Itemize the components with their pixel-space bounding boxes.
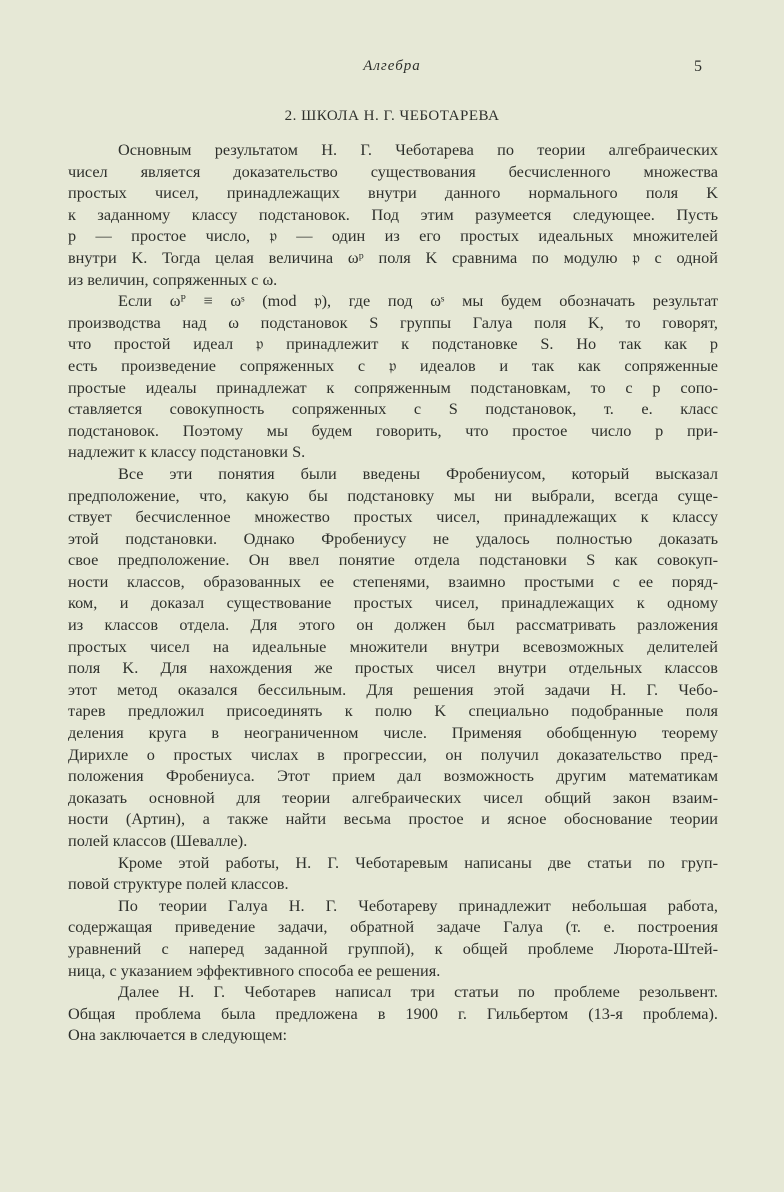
text-line: чисел является доказательство существования бесчисленного множества [68, 161, 718, 181]
text-line: Далее Н. Г. Чеботарев написал три статьи по проблеме резольвент. [118, 982, 718, 1002]
text-line: Все эти понятия были введены Фробениусом, который высказал [118, 463, 718, 483]
text-line: содержащая приведение задачи, обратной задаче Галуа (т. е. построения [68, 917, 718, 937]
text-line: повой структуре полей классов. [68, 874, 289, 894]
text-line: надлежит к классу подстановки S. [68, 442, 306, 462]
text-line: предположение, что, какую бы подстановку мы ни выбрали, всегда суще- [68, 485, 718, 505]
paragraph [68, 139, 718, 290]
text-line: уравнений с наперед заданной группой), к общей проблеме Люрота-Штей- [68, 938, 718, 958]
text-line: простых чисел на идеальные множители внутри всевозможных делителей [68, 636, 718, 656]
text-line: ком, и доказал существование простых чисел, принадлежащих к одному [68, 593, 718, 613]
text-line: Кроме этой работы, Н. Г. Чеботаревым написаны две статьи по груп- [118, 852, 718, 872]
text-line: ствует бесчисленное множество простых чисел, принадлежащих к классу [68, 507, 718, 527]
text-line: из величин, сопряженных с ω. [68, 269, 278, 289]
paragraph [68, 290, 718, 463]
running-head: Алгебра [363, 58, 421, 74]
paragraph [68, 895, 718, 981]
text-line: ница, с указанием эффективного способа ее решения. [68, 960, 441, 980]
section-heading: 2. ШКОЛА Н. Г. ЧЕБОТАРЕВА [284, 108, 500, 124]
text-line: внутри K. Тогда целая величина ωᵖ поля K сравнима по модулю 𝔭 с одной [68, 247, 718, 267]
text-line: производства над ω подстановок S группы Галуа поля K, то говорят, [68, 312, 718, 332]
text-line: полей классов (Шевалле). [68, 831, 248, 850]
text-line: Дирихле о простых числах в прогрессии, он получил доказательство пред- [68, 744, 718, 764]
paragraph [68, 463, 718, 852]
text-line: Если ωᴾ ≡ ωˢ (mod 𝔭), где под ωˢ мы будем обозначать результат [118, 291, 718, 311]
text-line: ставляется совокупность сопряженных с S подстановок, т. е. класс [68, 399, 718, 419]
text-line: Общая проблема была предложена в 1900 г. Гильбертом (13-я проблема). [68, 1003, 718, 1023]
text-line: ности (Артин), а также найти весьма простое и ясное обоснование теории [68, 809, 718, 829]
text-line: тарев предложил присоединять к полю K специально подобранные поля [68, 701, 718, 721]
text-line: ности классов, образованных ее степенями, взаимно простыми с ее поряд- [68, 571, 718, 591]
text-line: По теории Галуа Н. Г. Чеботареву принадлежит небольшая работа, [118, 895, 718, 915]
page-number: 5 [694, 58, 702, 75]
text-line: поля K. Для нахождения же простых чисел внутри отдельных классов [68, 658, 718, 678]
text-line: простых чисел, принадлежащих внутри данного нормального поля K [68, 183, 718, 203]
text-line: p — простое число, 𝔭 — один из его простых идеальных множителей [68, 226, 718, 246]
text-line: из классов отдела. Для этого он должен был рассматривать разложения [68, 615, 718, 635]
text-line: доказать основной для теории алгебраических чисел общий закон взаим- [68, 787, 718, 807]
text-line: подстановок. Поэтому мы будем говорить, что простое число p при- [68, 420, 718, 440]
text-line: этой подстановки. Однако Фробениусу не удалось полностью доказать [68, 528, 718, 548]
text-line: Она заключается в следующем: [68, 1025, 288, 1045]
text-line: Основным результатом Н. Г. Чеботарева по теории алгебраических [118, 140, 718, 159]
paragraph [68, 981, 718, 1046]
text-line: этот метод оказался бессильным. Для решения этой задачи Н. Г. Чебо- [68, 679, 718, 699]
text-line: что простой идеал 𝔭 принадлежит к подстановке S. Но так как p [68, 334, 718, 354]
body-text [68, 139, 718, 1046]
text-line: положения Фробениуса. Этот прием дал возможность другим математикам [68, 766, 718, 786]
text-line: свое предположение. Он ввел понятие отдела подстановки S как совокуп- [68, 550, 718, 570]
text-line: есть произведение сопряженных с 𝔭 идеалов и так как сопряженные [68, 355, 718, 375]
paragraph [68, 852, 718, 895]
text-line: к заданному классу подстановок. Под этим разумеется следующее. Пусть [68, 204, 718, 224]
text-line: простые идеалы принадлежат к сопряженным подстановкам, то с p сопо- [68, 377, 718, 397]
text-line: деления круга в неограниченном числе. Применяя обобщенную теорему [68, 723, 718, 743]
